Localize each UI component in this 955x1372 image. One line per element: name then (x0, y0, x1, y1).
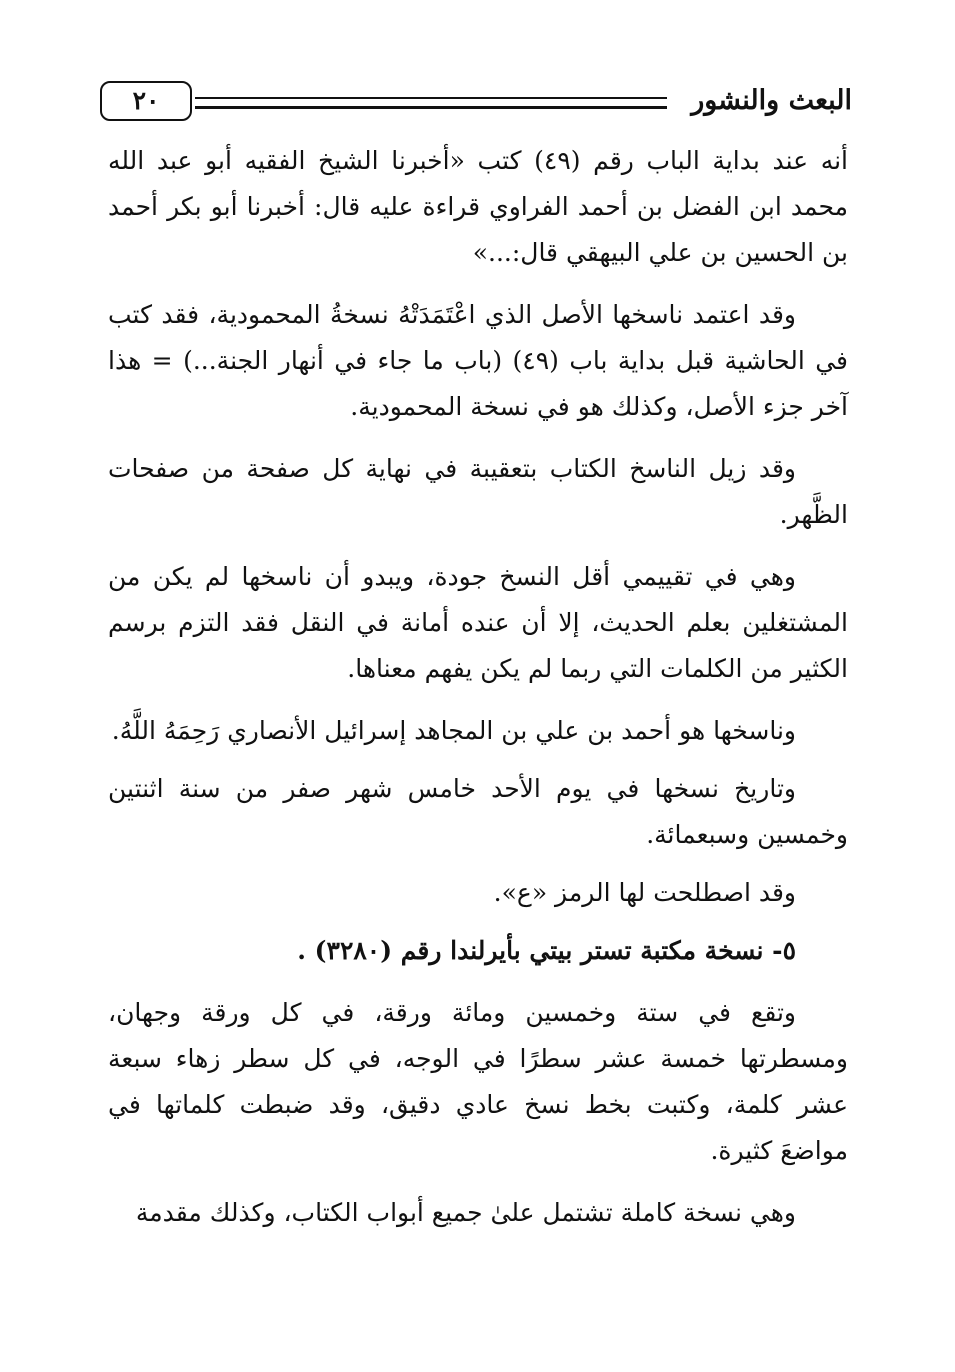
header-rule (195, 97, 667, 109)
paragraph: وناسخها هو أحمد بن علي بن المجاهد إسرائيل الأنصاري رَحِمَهُ اللَّهُ. (111, 716, 796, 745)
section-heading: ٥- نسخة مكتبة تستر بيتي بأيرلندا رقم (٣٢٨٠) . (297, 936, 796, 965)
running-header (100, 78, 852, 128)
paragraph: وقد اصطلحت لها الرمز «ع». (493, 878, 796, 907)
paragraph: وهي نسخة كاملة تشتمل علىٰ جميع أبواب الكتاب، وكذلك مقدمة (135, 1198, 796, 1227)
book-title: البعث والنشور (691, 85, 852, 116)
paragraph: أنه عند بداية الباب رقم (٤٩) كتب «أخبرنا الشيخ الفقيه أبو عبد الله محمد ابن الفضل بن أحمد الفراوي قراءة عليه قال: أخبرنا أبو بكر أحمد بن الحسين بن علي البيهقي قال:...» (108, 146, 848, 267)
paragraph: وتاريخ نسخها في يوم الأحد خامس شهر صفر من سنة اثنتين وخمسين وسبعمائة. (108, 774, 848, 849)
paragraph: وهي في تقييمي أقل النسخ جودة، ويبدو أن ناسخها لم يكن من المشتغلين بعلم الحديث، إلا أن عنده أمانة في النقل فقد التزم برسم الكثير من الكلمات التي ربما لم يكن يفهم معناها. (108, 562, 848, 683)
paragraph: وقد زيل الناسخ الكتاب بتعقيبة في نهاية كل صفحة من صفحات الظَّهر. (108, 454, 848, 529)
paragraph: وتقع في ستة وخمسين ومائة ورقة، في كل ورقة وجهان، ومسطرتها خمسة عشر سطرًا في الوجه، في كل سطر زهاء سبعة عشر كلمة، وكتبت بخط نسخ عادي دقيق، وقد ضبطت كلماتها في مواضعَ كثيرة. (108, 998, 848, 1165)
page-body (108, 138, 848, 1252)
paragraph: وقد اعتمد ناسخها الأصل الذي اعْتَمَدَتْهُ نسخةُ المحمودية، فقد كتب في الحاشية قبل بداية باب (٤٩) (باب ما جاء في أنهار الجنة...) = هذا آخر جزء الأصل، وكذلك هو في نسخة المحمودية. (108, 300, 848, 421)
page-number: ٢٠ (100, 81, 192, 121)
